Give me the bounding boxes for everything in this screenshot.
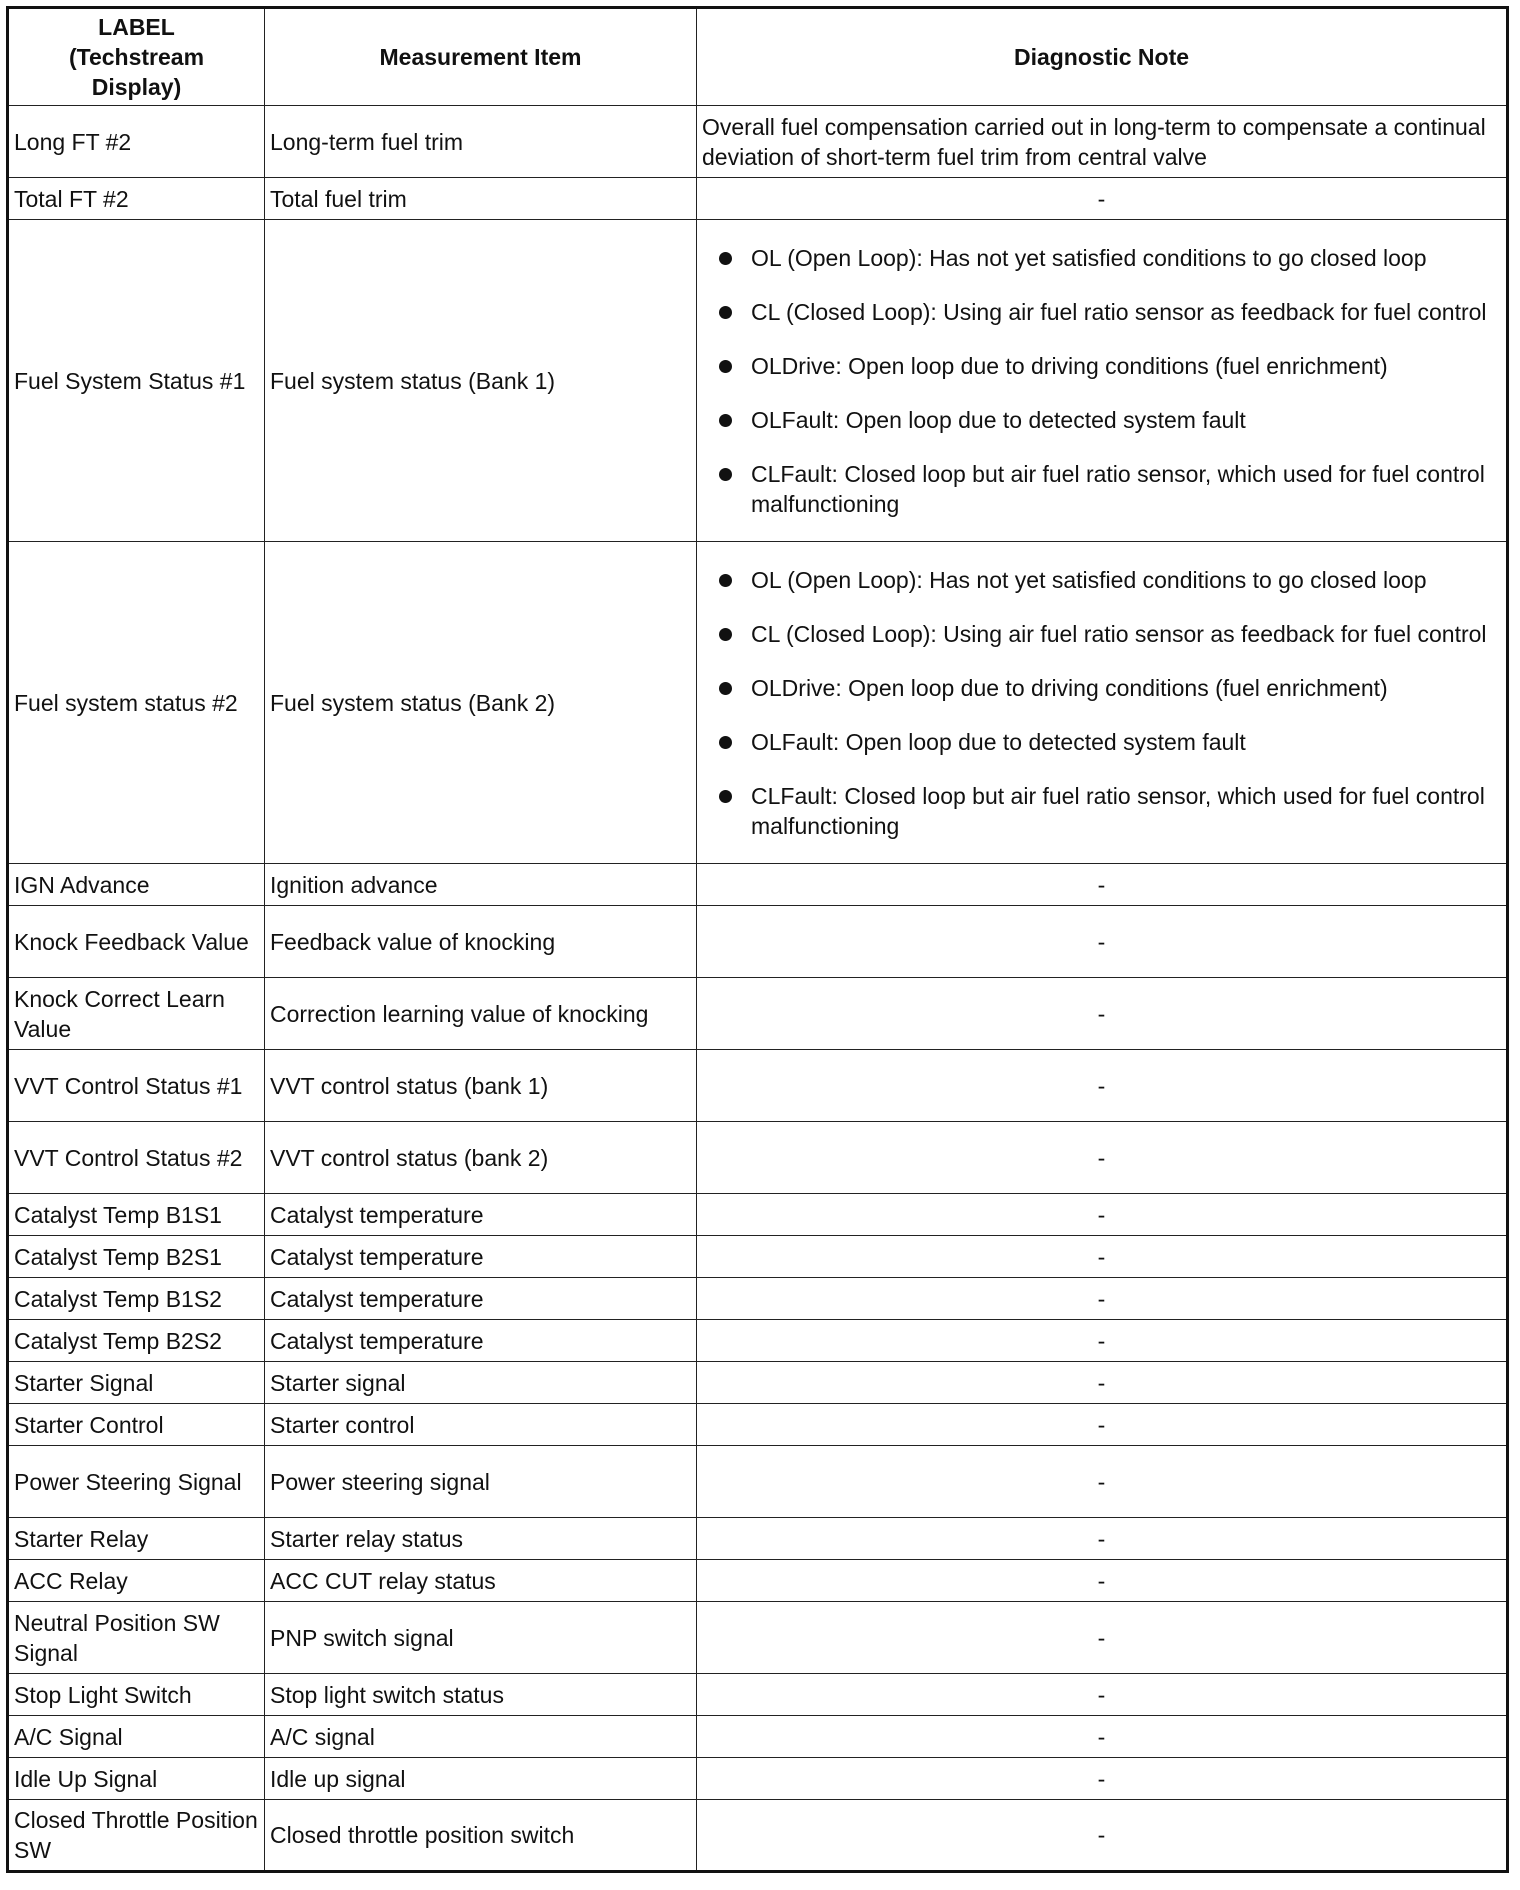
bullet-icon [719, 252, 732, 265]
header-measurement-item: Measurement Item [265, 8, 697, 106]
table-row [8, 1194, 1508, 1236]
table-row [8, 906, 1508, 978]
row-note: - [697, 1602, 1508, 1674]
list-item: CLFault: Closed loop but air fuel ratio sensor, which used for fuel control malfunctioning [717, 459, 1490, 519]
row-note: - [697, 178, 1508, 220]
row-label: Catalyst Temp B2S2 [8, 1320, 265, 1362]
table-row [8, 1404, 1508, 1446]
table-row [8, 1800, 1508, 1872]
table-row [8, 1674, 1508, 1716]
bullet-icon [719, 736, 732, 749]
row-item: Feedback value of knocking [265, 906, 697, 978]
table-row [8, 1602, 1508, 1674]
row-item: Correction learning value of knocking [265, 978, 697, 1050]
row-note-bullets [697, 220, 1508, 542]
row-item: Catalyst temperature [265, 1278, 697, 1320]
list-item: OL (Open Loop): Has not yet satisfied conditions to go closed loop [717, 243, 1490, 273]
header-row [8, 8, 1508, 106]
row-label: IGN Advance [8, 864, 265, 906]
data-list-table [6, 6, 1509, 1873]
table-row [8, 178, 1508, 220]
table-row [8, 978, 1508, 1050]
row-note: - [697, 1362, 1508, 1404]
row-item: VVT control status (bank 2) [265, 1122, 697, 1194]
row-item: PNP switch signal [265, 1602, 697, 1674]
bullet-icon [719, 306, 732, 319]
list-item: OLFault: Open loop due to detected system fault [717, 727, 1490, 757]
bullet-icon [719, 682, 732, 695]
row-label: Catalyst Temp B2S1 [8, 1236, 265, 1278]
bullet-icon [719, 574, 732, 587]
row-note: - [697, 1716, 1508, 1758]
row-item: Idle up signal [265, 1758, 697, 1800]
row-label: Knock Correct Learn Value [8, 978, 265, 1050]
row-label: Stop Light Switch [8, 1674, 265, 1716]
row-note: - [697, 978, 1508, 1050]
list-item: OLDrive: Open loop due to driving conditions (fuel enrichment) [717, 351, 1490, 381]
row-item: Stop light switch status [265, 1674, 697, 1716]
table-row [8, 1716, 1508, 1758]
bullet-icon [719, 468, 732, 481]
row-item: ACC CUT relay status [265, 1560, 697, 1602]
row-item: VVT control status (bank 1) [265, 1050, 697, 1122]
table-row [8, 220, 1508, 542]
row-item: Starter control [265, 1404, 697, 1446]
row-item: Catalyst temperature [265, 1194, 697, 1236]
table-row [8, 1758, 1508, 1800]
row-item: Power steering signal [265, 1446, 697, 1518]
row-note: - [697, 906, 1508, 978]
row-item: Closed throttle position switch [265, 1800, 697, 1872]
row-item: Long-term fuel trim [265, 106, 697, 178]
row-item: Starter relay status [265, 1518, 697, 1560]
row-note: - [697, 864, 1508, 906]
bullet-icon [719, 360, 732, 373]
row-note: - [697, 1800, 1508, 1872]
row-item: Total fuel trim [265, 178, 697, 220]
row-label: Knock Feedback Value [8, 906, 265, 978]
row-note: - [697, 1758, 1508, 1800]
row-note: - [697, 1278, 1508, 1320]
table-row [8, 106, 1508, 178]
row-note: - [697, 1122, 1508, 1194]
bullet-icon [719, 628, 732, 641]
row-note: - [697, 1518, 1508, 1560]
row-label: Long FT #2 [8, 106, 265, 178]
bullet-icon [719, 790, 732, 803]
table-row [8, 1560, 1508, 1602]
row-note: Overall fuel compensation carried out in long-term to compensate a continual deviation of short-term fuel trim from central valve [697, 106, 1508, 178]
row-label: VVT Control Status #1 [8, 1050, 265, 1122]
row-label: Starter Signal [8, 1362, 265, 1404]
row-label: Fuel System Status #1 [8, 220, 265, 542]
list-item: CLFault: Closed loop but air fuel ratio sensor, which used for fuel control malfunctioning [717, 781, 1490, 841]
list-item: OL (Open Loop): Has not yet satisfied conditions to go closed loop [717, 565, 1490, 595]
list-item: OLDrive: Open loop due to driving conditions (fuel enrichment) [717, 673, 1490, 703]
row-note: - [697, 1674, 1508, 1716]
row-item: A/C signal [265, 1716, 697, 1758]
row-label: Starter Control [8, 1404, 265, 1446]
row-note: - [697, 1404, 1508, 1446]
table-row [8, 1362, 1508, 1404]
row-item: Fuel system status (Bank 1) [265, 220, 697, 542]
row-label: Fuel system status #2 [8, 542, 265, 864]
table-row [8, 1320, 1508, 1362]
header-diagnostic-note: Diagnostic Note [697, 8, 1508, 106]
data-list-sheet [6, 6, 1506, 1873]
row-item: Ignition advance [265, 864, 697, 906]
row-note: - [697, 1320, 1508, 1362]
table-row [8, 864, 1508, 906]
row-note: - [697, 1194, 1508, 1236]
table-row [8, 1236, 1508, 1278]
table-row [8, 542, 1508, 864]
row-note: - [697, 1446, 1508, 1518]
table-row [8, 1446, 1508, 1518]
row-label: VVT Control Status #2 [8, 1122, 265, 1194]
row-label: Catalyst Temp B1S2 [8, 1278, 265, 1320]
row-item: Catalyst temperature [265, 1320, 697, 1362]
row-label: Starter Relay [8, 1518, 265, 1560]
row-note-bullets [697, 542, 1508, 864]
list-item: OLFault: Open loop due to detected system fault [717, 405, 1490, 435]
table-row [8, 1050, 1508, 1122]
bullet-icon [719, 414, 732, 427]
row-label: A/C Signal [8, 1716, 265, 1758]
table-row [8, 1122, 1508, 1194]
row-label: Closed Throttle Position SW [8, 1800, 265, 1872]
list-item: CL (Closed Loop): Using air fuel ratio sensor as feedback for fuel control [717, 297, 1490, 327]
row-label: ACC Relay [8, 1560, 265, 1602]
row-label: Power Steering Signal [8, 1446, 265, 1518]
fuel-status-list [717, 243, 1490, 519]
row-note: - [697, 1236, 1508, 1278]
header-label: LABEL (Techstream Display) [8, 8, 265, 106]
row-label: Neutral Position SW Signal [8, 1602, 265, 1674]
row-label: Total FT #2 [8, 178, 265, 220]
table-row [8, 1518, 1508, 1560]
list-item: CL (Closed Loop): Using air fuel ratio sensor as feedback for fuel control [717, 619, 1490, 649]
fuel-status-list [717, 565, 1490, 841]
row-item: Starter signal [265, 1362, 697, 1404]
table-row [8, 1278, 1508, 1320]
row-label: Catalyst Temp B1S1 [8, 1194, 265, 1236]
row-note: - [697, 1560, 1508, 1602]
row-item: Fuel system status (Bank 2) [265, 542, 697, 864]
row-item: Catalyst temperature [265, 1236, 697, 1278]
row-note: - [697, 1050, 1508, 1122]
row-label: Idle Up Signal [8, 1758, 265, 1800]
